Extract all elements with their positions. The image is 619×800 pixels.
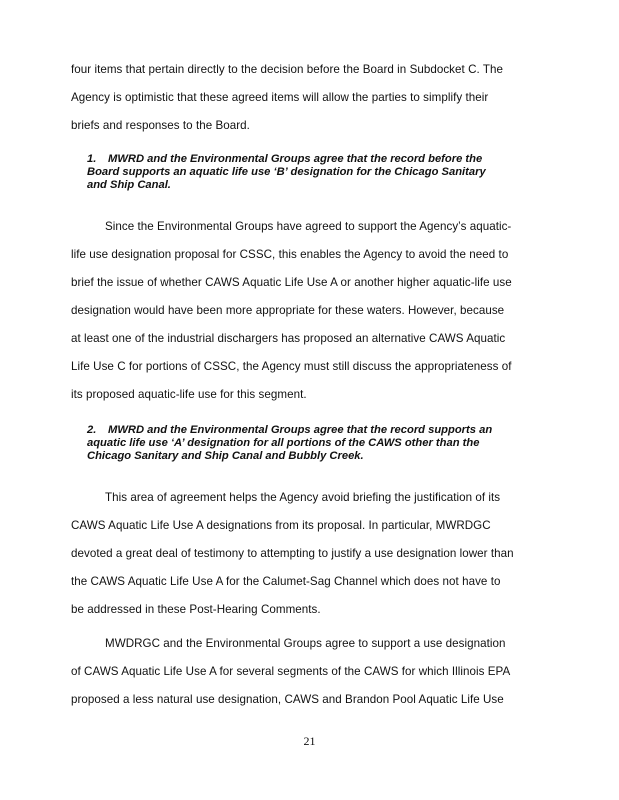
para3-line-3: proposed a less natural use designation, CAWS and Brandon Pool Aquatic Life Use [71, 693, 504, 706]
section-heading-2 [87, 424, 492, 437]
para1-line-5: at least one of the industrial dischargers has proposed an alternative CAWS Aquatic [71, 332, 506, 345]
heading-1-line-1: MWRD and the Environmental Groups agree that the record before the [108, 153, 483, 165]
para1-line-3: brief the issue of whether CAWS Aquatic Life Use A or another higher aquatic-life use [71, 276, 512, 289]
para2-line-4: the CAWS Aquatic Life Use A for the Calumet-Sag Channel which does not have to [71, 575, 501, 588]
heading-1-line-2: Board supports an aquatic life use ‘B’ designation for the Chicago Sanitary [87, 166, 486, 178]
intro-line-1: four items that pertain directly to the decision before the Board in Subdocket C. The [71, 63, 503, 76]
para1-line-6: Life Use C for portions of CSSC, the Agency must still discuss the appropriateness of [71, 360, 512, 373]
heading-1-number: 1. [87, 153, 97, 165]
para2-line-5: be addressed in these Post-Hearing Comments. [71, 603, 321, 616]
para2-line-3: devoted a great deal of testimony to attempting to justify a use designation lower than [71, 547, 514, 560]
para1-line-1: Since the Environmental Groups have agreed to support the Agency’s aquatic- [105, 220, 512, 233]
para1-line-7: its proposed aquatic-life use for this segment. [71, 388, 307, 401]
intro-line-3: briefs and responses to the Board. [71, 119, 250, 132]
para3-line-1: MWDRGC and the Environmental Groups agree to support a use designation [105, 637, 506, 650]
heading-2-line-2: aquatic life use ‘A’ designation for all portions of the CAWS other than the [87, 437, 480, 449]
para1-line-4: designation would have been more appropriate for these waters. However, because [71, 304, 505, 317]
intro-line-2: Agency is optimistic that these agreed items will allow the parties to simplify their [71, 91, 489, 104]
para2-line-2: CAWS Aquatic Life Use A designations from its proposal. In particular, MWRDGC [71, 519, 491, 532]
heading-1-line-3: and Ship Canal. [87, 179, 171, 191]
section-heading-1 [87, 153, 482, 166]
heading-2-number: 2. [87, 424, 97, 436]
para2-line-1: This area of agreement helps the Agency avoid briefing the justification of its [105, 491, 501, 504]
heading-2-line-1: MWRD and the Environmental Groups agree that the record supports an [108, 424, 493, 436]
para1-line-2: life use designation proposal for CSSC, this enables the Agency to avoid the need to [71, 248, 509, 261]
page-number: 21 [303, 734, 316, 748]
heading-2-line-3: Chicago Sanitary and Ship Canal and Bubbly Creek. [87, 450, 364, 462]
para3-line-2: of CAWS Aquatic Life Use A for several segments of the CAWS for which Illinois EPA [71, 665, 511, 678]
